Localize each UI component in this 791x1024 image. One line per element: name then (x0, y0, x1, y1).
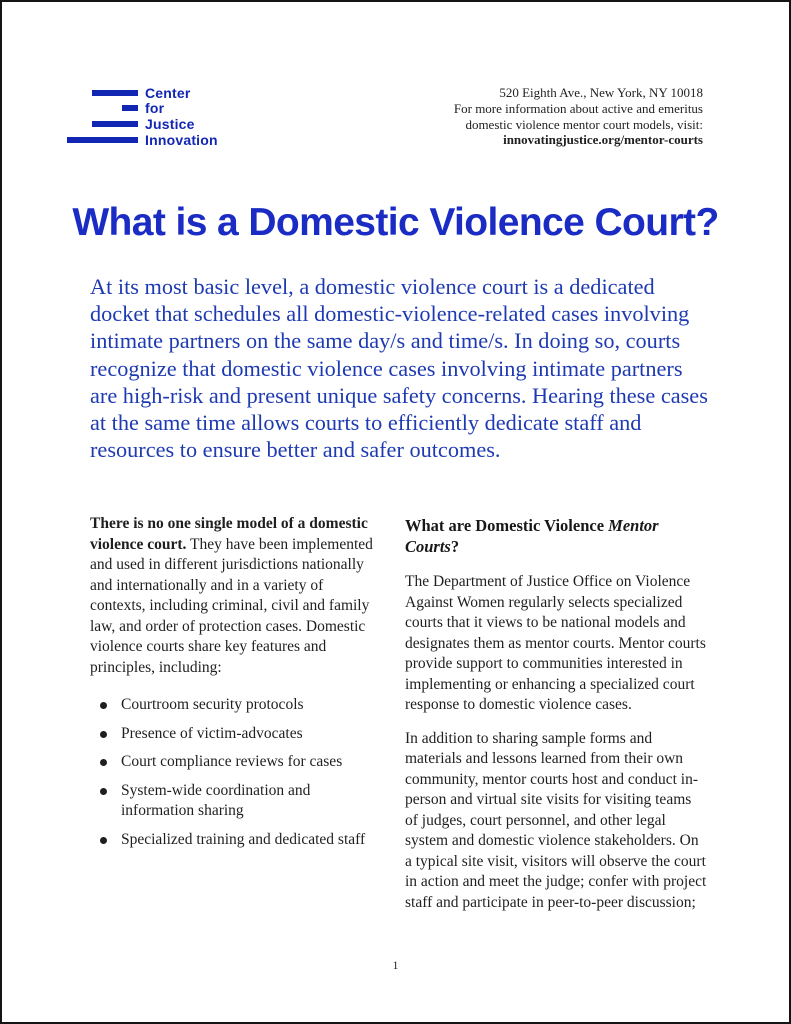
right-column-paragraph-2: In addition to sharing sample forms and materials and lessons learned from their own community, mentor courts host and conduct in-person and virtual site visits for visiting teams of judges, court personnel, and other legal system and domestic violence stakeholders. On a typical site visit, visitors will observe the court in action and meet the judge; confer with project staff and participate in peer-to-peer discussion; (405, 729, 707, 911)
list-item (90, 695, 382, 716)
two-column-body (90, 514, 708, 926)
list-item (90, 781, 382, 822)
logo-text-line: Innovation (145, 131, 218, 148)
contact-address: 520 Eighth Ave., New York, NY 10018 (499, 85, 703, 100)
intro-paragraph: At its most basic level, a domestic violence court is a dedicated docket that schedules all domestic-violence-related cases involving intimate partners on the same day/s and time/s. In doing so, courts recognize that domestic violence cases involving intimate partners are high-risk and present unique safety concerns. Hearing these cases at the same time allows courts to efficiently dedicate staff and resources to ensure better and safer outcomes. (90, 274, 708, 463)
logo-bar-icon (92, 121, 138, 127)
logo-row (67, 116, 218, 132)
mentor-courts-heading (405, 515, 708, 557)
right-column (405, 514, 708, 926)
bullet-icon (100, 759, 107, 766)
logo-bar-icon (67, 137, 138, 143)
lead-sentence-bold: There is no one single model of a domestic violence court. (90, 515, 368, 553)
logo-row (67, 101, 218, 117)
list-item-text: Presence of victim-advocates (121, 724, 303, 742)
page-title: What is a Domestic Violence Court? (72, 201, 719, 244)
lead-sentence-rest: They have been implemented and used in different jurisdictions nationally and internationally and in a variety of contexts, including criminal, civil and family law, and order of protection cases. Domestic violence courts share key features and principles, including: (90, 535, 373, 676)
list-item-text: Court compliance reviews for cases (121, 753, 343, 770)
logo-bar-slot (67, 90, 138, 96)
list-item (90, 724, 382, 745)
bullet-icon (100, 702, 107, 709)
right-column-paragraph-1: The Department of Justice Office on Violence Against Women regularly selects specialized courts that it views to be national models and designates them as mentor courts. Mentor courts provide support to communities interested in implementing or enhancing a specialized court response to domestic violence cases. (405, 573, 706, 713)
bullet-icon (100, 731, 107, 738)
cji-logo (67, 85, 218, 147)
list-item (90, 830, 382, 851)
logo-row (67, 85, 218, 101)
page-number: 1 (392, 960, 399, 972)
list-item-text: Courtroom security protocols (121, 696, 304, 713)
left-column-paragraph (90, 514, 382, 678)
contact-note-line: For more information about active and emeritus (453, 100, 703, 116)
heading-plain: What are Domestic Violence (405, 516, 609, 535)
features-list (90, 695, 382, 850)
list-item-text: Specialized training and dedicated staff (121, 830, 366, 848)
logo-row (67, 132, 218, 148)
heading-italic: Mentor Courts (405, 516, 659, 556)
logo-text-line: Justice (145, 115, 195, 132)
list-item (90, 752, 382, 773)
heading-end: ? (450, 537, 460, 556)
bullet-icon (100, 788, 107, 795)
page-header (67, 85, 703, 148)
logo-bar-icon (92, 90, 138, 96)
logo-text-line: for (145, 100, 165, 117)
logo-text-line: Center (145, 84, 191, 101)
contact-info (454, 85, 703, 148)
logo-bar-slot (67, 105, 138, 111)
logo-bar-slot (67, 137, 138, 143)
logo-bar-icon (122, 105, 138, 111)
contact-note-line: domestic violence mentor court models, visit: (465, 116, 703, 132)
left-column (90, 514, 382, 926)
mentor-courts-url[interactable]: innovatingjustice.org/mentor-courts (503, 132, 703, 148)
bullet-icon (100, 837, 107, 844)
logo-bar-slot (67, 121, 138, 127)
list-item-text: System-wide coordination and information sharing (121, 781, 311, 819)
